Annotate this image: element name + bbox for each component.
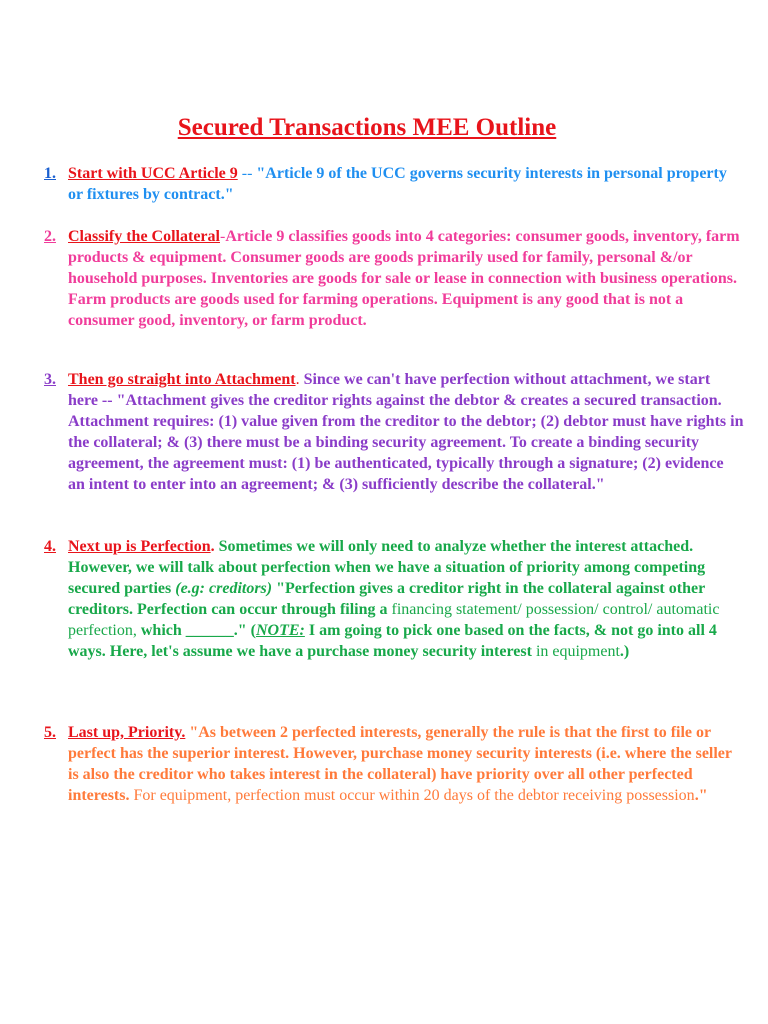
item-text: ." (694, 787, 708, 804)
item-heading: Last up, Priority. (68, 724, 186, 741)
item-number: 1. (44, 165, 56, 182)
item-heading: Next up is Perfection (68, 538, 211, 555)
outline-item-5 (44, 722, 744, 806)
item-heading: Then go straight into Attachment (68, 371, 296, 388)
item-text-italic: (e.g: creditors) (175, 580, 273, 597)
item-number: 2. (44, 228, 56, 245)
outline-item-2 (44, 226, 744, 331)
item-number: 4. (44, 538, 56, 555)
item-heading: Start with UCC Article 9 (68, 165, 238, 182)
item-text: .) (619, 643, 630, 660)
item-text: "Article 9 of the UCC governs security interests in personal property or fixtures by contract." (68, 165, 727, 203)
page-title: Secured Transactions MEE Outline (177, 114, 557, 141)
item-text: I am going to pick one based on the facts, & not go into all 4 ways. Here, let's assume we have a purchase money security interest (68, 622, 717, 660)
item-text: which ______." ( (136, 622, 256, 639)
item-separator: . (210, 538, 219, 555)
item-text: Article 9 classifies goods into 4 categories: consumer goods, inventory, farm products & equipment. Consumer goods are goods primarily used for family, personal &/or household purposes. Inventories are goods for sale or lease in connection with business operations. Farm products are goods used for farming operations. Equipment is any good that is not a consumer good, inventory, or farm product. (68, 228, 740, 329)
outline-item-1 (44, 163, 744, 205)
item-heading: Classify the Collateral (68, 228, 220, 245)
item-text: Sometimes we will only need to analyze whether the interest attached. However, we will talk about perfection when we have a situation of priority among competing secured parties (68, 538, 706, 597)
item-number: 3. (44, 371, 56, 388)
outline-item-4 (44, 536, 744, 662)
outline-item-3 (44, 369, 744, 495)
item-separator: -- (237, 165, 257, 182)
item-text: Since we can't have perfection without attachment, we start here -- "Attachment gives the creditor rights against the debtor & creates a secured transaction. Attachment requires: (1) value given from the creditor to the debtor; (2) debtor must have rights in the collateral; & (3) there must be a binding security agreement. To create a binding security agreement, the agreement must: (1) be authenticated, typically through a signature; (2) evidence an intent to enter into an agreement; & (3) sufficiently describe the collateral." (68, 371, 744, 493)
item-text-plain: financing statement/ possession/ control/ automatic perfection, (68, 601, 720, 639)
item-text: "As between 2 perfected interests, generally the rule is that the first to file or perfect has the superior interest. However, purchase money security interests (i.e. where the seller is also the creditor who takes interest in the collateral) have priority over all other perfected interests. (68, 724, 732, 804)
note-label: NOTE: (255, 622, 305, 639)
item-number: 5. (44, 724, 56, 741)
item-separator: - (219, 228, 226, 245)
item-separator: . (295, 371, 304, 388)
item-text-plain: For equipment, perfection must occur within 20 days of the debtor receiving possession (129, 787, 695, 804)
item-text-plain: in equipment (535, 643, 620, 660)
item-text: "Perfection gives a creditor right in the collateral against other creditors. Perfection can occur through filing a (68, 580, 705, 618)
